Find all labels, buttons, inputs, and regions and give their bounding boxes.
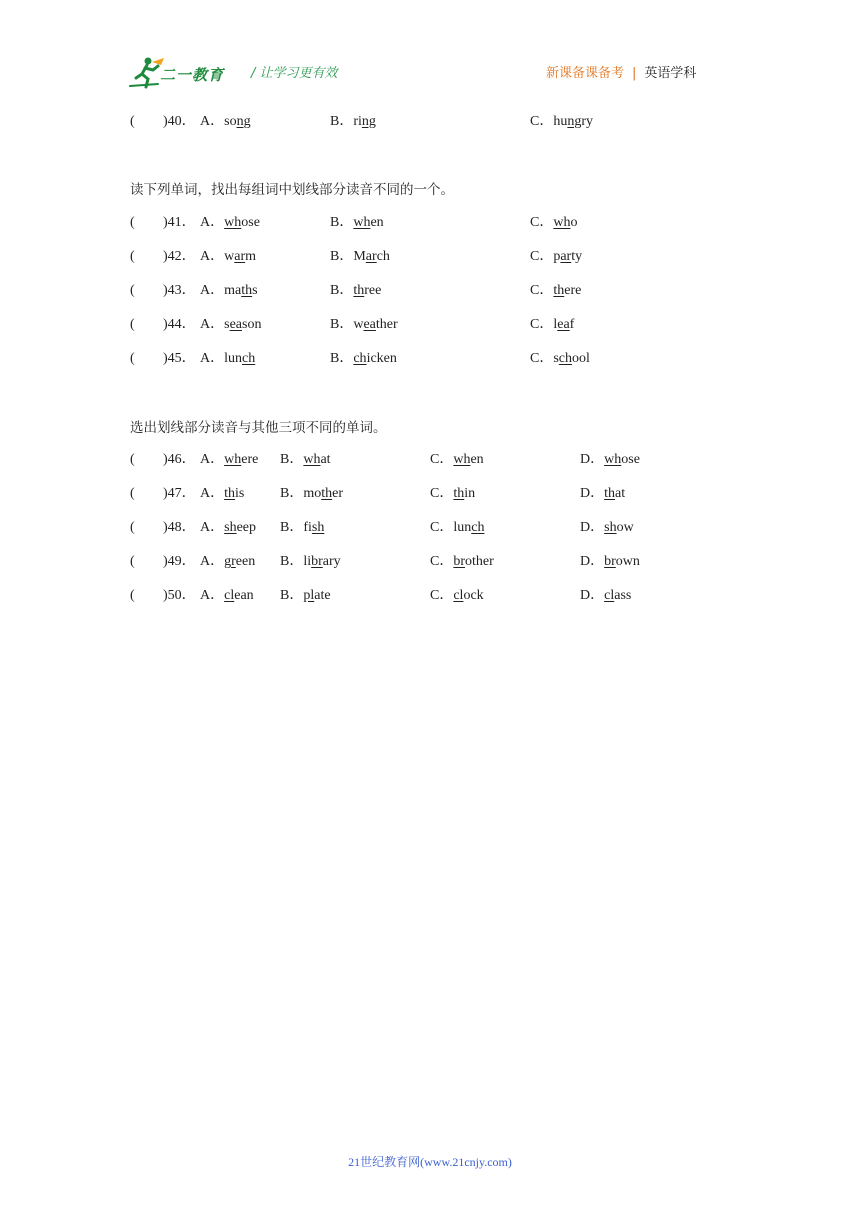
option-b — [330, 315, 398, 335]
word-part: ty — [571, 249, 583, 264]
underlined-part: pl — [303, 588, 315, 603]
underlined-part: gr — [224, 554, 236, 569]
underlined-part: wh — [604, 452, 622, 467]
option-letter: C． — [430, 554, 454, 569]
option-letter: A． — [200, 452, 225, 467]
option-b — [330, 349, 397, 369]
word-part: ary — [322, 554, 341, 569]
option-letter: C． — [530, 114, 554, 129]
question-row — [0, 518, 860, 538]
option-letter: A． — [200, 283, 225, 298]
word-part: in — [464, 486, 476, 501]
underlined-part: th — [453, 486, 465, 501]
option-letter: B． — [280, 520, 304, 535]
underlined-part: cl — [604, 588, 615, 603]
question-row — [0, 552, 860, 572]
underlined-part: ar — [365, 249, 377, 264]
word-part: mo — [303, 486, 322, 501]
question-number: )43． — [163, 283, 196, 298]
option-letter: B． — [330, 215, 354, 230]
header-separator: | — [632, 66, 637, 81]
question-row — [0, 450, 860, 470]
word-part: at — [320, 452, 331, 467]
option-c — [530, 213, 577, 233]
word-part: hu — [553, 114, 568, 129]
instruction-2: 选出划线部分读音与其他三项不同的单词。 — [130, 420, 387, 436]
option-c — [530, 281, 581, 301]
word-part: s — [553, 351, 559, 366]
answer-blank[interactable]: ( — [130, 249, 135, 264]
question-number: )48． — [163, 520, 196, 535]
word-part: p — [553, 249, 561, 264]
underlined-part: th — [553, 283, 565, 298]
option-c — [430, 518, 484, 538]
word-part: son — [242, 317, 262, 332]
option-c — [530, 315, 574, 335]
underlined-part: th — [224, 486, 236, 501]
option-letter: C． — [430, 520, 454, 535]
slogan: / 让学习更有效 — [251, 66, 338, 81]
underlined-part: ng — [361, 114, 376, 129]
option-letter: C． — [430, 588, 454, 603]
option-letter: A． — [200, 114, 225, 129]
word-part: w — [353, 317, 364, 332]
underlined-part: wh — [224, 452, 242, 467]
option-c — [430, 450, 484, 470]
word-part: own — [615, 554, 640, 569]
option-d — [580, 450, 640, 470]
option-a — [200, 349, 255, 369]
option-letter: C． — [530, 249, 554, 264]
underlined-part: wh — [224, 215, 242, 230]
word-part: s — [224, 317, 230, 332]
option-letter: B． — [280, 452, 304, 467]
question-row — [0, 112, 860, 132]
word-part: fi — [303, 520, 312, 535]
option-b — [330, 281, 381, 301]
option-letter: B． — [330, 114, 354, 129]
option-letter: A． — [200, 554, 225, 569]
option-b — [330, 213, 384, 233]
underlined-part: ch — [242, 351, 256, 366]
underlined-part: ea — [363, 317, 376, 332]
answer-blank[interactable]: ( — [130, 351, 135, 366]
word-part: o — [570, 215, 578, 230]
answer-blank[interactable]: ( — [130, 588, 135, 603]
header-right — [546, 62, 696, 81]
option-b — [280, 484, 343, 504]
underlined-part: ar — [560, 249, 572, 264]
word-part: eep — [236, 520, 257, 535]
underlined-part: wh — [453, 452, 471, 467]
option-a — [200, 213, 260, 233]
option-letter: A． — [200, 351, 225, 366]
underlined-part: sh — [311, 520, 325, 535]
question-number: )47． — [163, 486, 196, 501]
logo — [128, 56, 240, 90]
question-row — [0, 281, 860, 301]
option-letter: D． — [580, 520, 605, 535]
option-letter: C． — [530, 283, 554, 298]
word-part: ree — [364, 283, 382, 298]
underlined-part: br — [453, 554, 466, 569]
option-letter: C． — [430, 452, 454, 467]
underlined-part: br — [311, 554, 323, 569]
option-letter: A． — [200, 520, 225, 535]
underlined-part: ch — [558, 351, 573, 366]
word-part: ool — [572, 351, 590, 366]
word-part: ma — [224, 283, 242, 298]
word-part: m — [245, 249, 257, 264]
option-letter: D． — [580, 588, 605, 603]
word-part: ch — [376, 249, 390, 264]
question-row — [0, 349, 860, 369]
option-letter: D． — [580, 554, 605, 569]
question-number: )41． — [163, 215, 196, 230]
option-a — [200, 450, 258, 470]
option-letter: D． — [580, 452, 605, 467]
word-part: en — [470, 452, 484, 467]
underlined-part: wh — [353, 215, 371, 230]
option-letter: A． — [200, 317, 225, 332]
option-a — [200, 586, 254, 606]
question-row — [0, 213, 860, 233]
word-part: er — [332, 486, 344, 501]
instruction-1: 读下列单词，找出每组词中划线部分读音不同的一个。 — [130, 182, 454, 198]
option-letter: B． — [330, 317, 354, 332]
word-part: ow — [616, 520, 634, 535]
option-letter: B． — [330, 249, 354, 264]
word-part: ry — [581, 114, 594, 129]
underlined-part: th — [353, 283, 365, 298]
question-row — [0, 247, 860, 267]
question-row — [0, 484, 860, 504]
option-c — [530, 247, 582, 267]
underlined-part: th — [241, 283, 253, 298]
answer-blank[interactable]: ( — [130, 317, 135, 332]
underlined-part: th — [321, 486, 333, 501]
option-c — [430, 586, 484, 606]
question-number: )40． — [163, 114, 196, 129]
question-row — [0, 586, 860, 606]
question-number: )42． — [163, 249, 196, 264]
option-a — [200, 281, 258, 301]
option-a — [200, 552, 255, 572]
header-tagline: 新课备课备考 — [546, 66, 625, 81]
question-number: )45． — [163, 351, 196, 366]
question-row — [0, 315, 860, 335]
answer-blank[interactable]: ( — [130, 215, 135, 230]
option-letter: B． — [330, 283, 354, 298]
word-part: s — [252, 283, 258, 298]
question-number: )50． — [163, 588, 196, 603]
word-part: ere — [564, 283, 582, 298]
option-b — [330, 112, 376, 132]
logo-text: 二一教育 — [160, 66, 225, 84]
word-part: en — [370, 215, 384, 230]
option-a — [200, 315, 261, 335]
underlined-part: sh — [604, 520, 617, 535]
option-b — [280, 586, 331, 606]
answer-blank[interactable]: ( — [130, 520, 135, 535]
option-letter: B． — [280, 486, 304, 501]
question-number: )46． — [163, 452, 196, 467]
word-part: ose — [621, 452, 640, 467]
option-b — [330, 247, 390, 267]
underlined-part: br — [604, 554, 616, 569]
word-part: lun — [224, 351, 243, 366]
option-d — [580, 552, 640, 572]
word-part: ock — [463, 588, 484, 603]
option-letter: A． — [200, 249, 225, 264]
word-part: icken — [366, 351, 397, 366]
word-part: li — [303, 554, 312, 569]
option-c — [430, 552, 494, 572]
option-letter: C． — [530, 215, 554, 230]
option-b — [280, 552, 341, 572]
word-part: ose — [241, 215, 260, 230]
word-part: lun — [453, 520, 472, 535]
underlined-part: ar — [234, 249, 246, 264]
word-part: M — [353, 249, 366, 264]
word-part: l — [553, 317, 558, 332]
option-letter: C． — [530, 317, 554, 332]
word-part: een — [235, 554, 256, 569]
answer-blank[interactable]: ( — [130, 283, 135, 298]
option-letter: D． — [580, 486, 605, 501]
option-c — [530, 349, 590, 369]
word-part: ate — [314, 588, 331, 603]
option-d — [580, 586, 631, 606]
answer-blank[interactable]: ( — [130, 554, 135, 569]
underlined-part: ea — [557, 317, 570, 332]
option-letter: B． — [330, 351, 354, 366]
answer-blank[interactable]: ( — [130, 452, 135, 467]
option-letter: A． — [200, 486, 225, 501]
option-b — [280, 450, 331, 470]
question-number: )49． — [163, 554, 196, 569]
underlined-part: cl — [453, 588, 464, 603]
underlined-part: wh — [303, 452, 321, 467]
option-a — [200, 112, 251, 132]
word-part: w — [224, 249, 235, 264]
option-letter: C． — [430, 486, 454, 501]
underlined-part: ea — [229, 317, 243, 332]
underlined-part: ng — [236, 114, 251, 129]
option-c — [430, 484, 475, 504]
word-part: so — [224, 114, 237, 129]
word-part: ther — [375, 317, 398, 332]
page-header — [0, 0, 860, 100]
option-letter: B． — [280, 554, 304, 569]
option-letter: A． — [200, 215, 225, 230]
underlined-part: th — [604, 486, 616, 501]
option-a — [200, 518, 256, 538]
word-part: other — [465, 554, 494, 569]
underlined-part: sh — [224, 520, 237, 535]
word-part: ri — [353, 114, 362, 129]
option-d — [580, 518, 634, 538]
question-number: )44． — [163, 317, 196, 332]
option-letter: B． — [280, 588, 304, 603]
underlined-part: wh — [553, 215, 571, 230]
word-part: is — [235, 486, 245, 501]
underlined-part: ch — [471, 520, 485, 535]
footer-text: 21世纪教育网(www.21cnjy.com) — [348, 1155, 512, 1169]
word-part: at — [615, 486, 626, 501]
option-d — [580, 484, 625, 504]
answer-blank[interactable]: ( — [130, 114, 135, 129]
answer-blank[interactable]: ( — [130, 486, 135, 501]
header-subject: 英语学科 — [644, 66, 697, 81]
underlined-part: ch — [353, 351, 367, 366]
option-c — [530, 112, 593, 132]
option-a — [200, 247, 256, 267]
underlined-part: ng — [567, 114, 582, 129]
word-part: ass — [614, 588, 632, 603]
option-letter: A． — [200, 588, 225, 603]
word-part: ean — [234, 588, 254, 603]
word-part: f — [569, 317, 575, 332]
underlined-part: cl — [224, 588, 235, 603]
option-a — [200, 484, 244, 504]
option-letter: C． — [530, 351, 554, 366]
option-b — [280, 518, 324, 538]
word-part: ere — [241, 452, 259, 467]
